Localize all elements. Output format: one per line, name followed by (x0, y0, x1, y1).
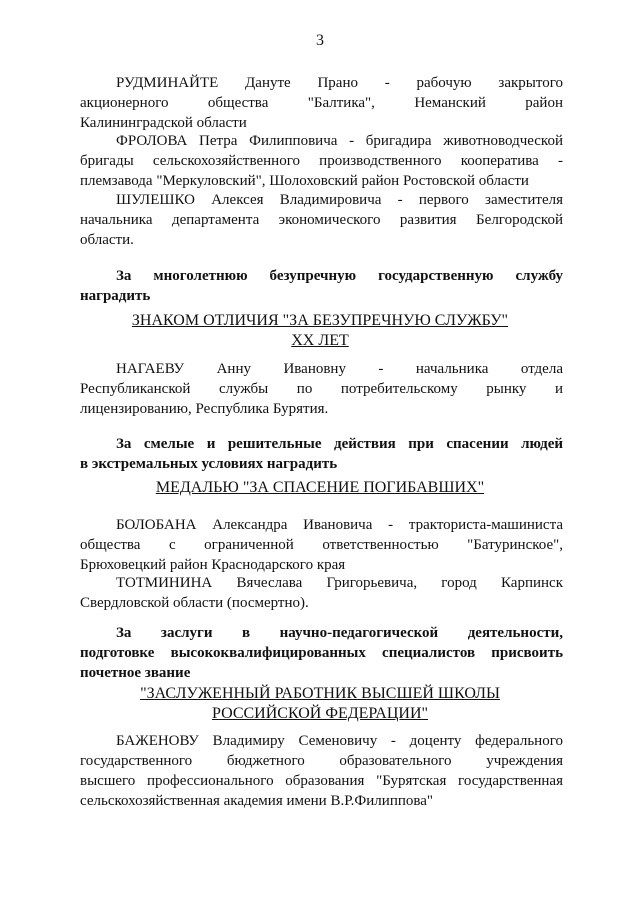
text-line: Калининградской области (80, 115, 247, 131)
text-line: бригады сельскохозяйственного производственного кооператива - (80, 153, 563, 169)
text-line: сельскохозяйственная академия имени В.Р.Филиппова" (80, 793, 434, 809)
text-line: За смелые и решительные действия при спасении людей (116, 436, 563, 452)
text-line: Брюховецкий район Краснодарского края (80, 557, 346, 573)
text-line: ТОТМИНИНА Вячеслава Григорьевича, город Карпинск (116, 575, 563, 591)
text-line: племзавода "Меркуловский", Шолоховский район Ростовской области (80, 173, 529, 189)
text-line: высшего профессионального образования "Бурятская государственная (80, 773, 563, 789)
award-title-line: XX ЛЕТ (291, 332, 349, 349)
award-title-honored-worker (60, 684, 580, 724)
award-entry-bazhenova (80, 731, 563, 811)
text-line: начальника департамента экономического развития Белгородской (80, 212, 563, 228)
award-entry-shuleshko (80, 190, 563, 250)
award-entry-nagaeva (80, 359, 563, 419)
award-title-rescue-medal (60, 478, 580, 498)
page-number: 3 (316, 32, 324, 49)
text-line: НАГАЕВУ Анну Ивановну - начальника отдела (116, 361, 563, 377)
award-entry-totminina (80, 573, 563, 613)
text-line: РУДМИНАЙТЕ Данутe Прано - рабочую закрытого (116, 75, 563, 91)
text-line: Свердловской области (посмертно). (80, 595, 309, 611)
section-heading-service (80, 266, 563, 306)
section-heading-education (80, 623, 563, 683)
text-line: подготовке высококвалифицированных специалистов присвоить (80, 645, 563, 661)
text-line: общества с ограниченной ответственностью "Батуринское", (80, 537, 563, 553)
award-title-line: РОССИЙСКОЙ ФЕДЕРАЦИИ" (211, 705, 429, 722)
award-title-line: МЕДАЛЬЮ "ЗА СПАСЕНИЕ ПОГИБАВШИХ" (155, 479, 485, 496)
award-title-line: ЗНАКОМ ОТЛИЧИЯ "ЗА БЕЗУПРЕЧНУЮ СЛУЖБУ" (131, 312, 509, 329)
text-line: ШУЛЕШКО Алексея Владимировича - первого заместителя (116, 192, 563, 208)
text-line: области. (80, 232, 134, 248)
section-heading-rescue (80, 434, 563, 474)
text-line: Республиканской службы по потребительскому рынку и (80, 381, 563, 397)
text-line: БОЛОБАНА Александра Ивановича - тракториста-машиниста (116, 517, 563, 533)
text-line: лицензированию, Республика Бурятия. (80, 401, 329, 417)
text-line: За заслуги в научно-педагогической деятельности, (116, 625, 563, 641)
text-line: наградить (80, 288, 151, 304)
award-entry-frolova (80, 131, 563, 191)
text-line: ФРОЛОВА Петра Филипповича - бригадира животноводческой (116, 133, 563, 149)
text-line: почетное звание (80, 665, 191, 681)
award-title-line: "ЗАСЛУЖЕННЫЙ РАБОТНИК ВЫСШЕЙ ШКОЛЫ (140, 685, 500, 702)
text-line: в экстремальных условиях наградить (80, 456, 338, 472)
award-title-impeccable-service (60, 311, 580, 351)
text-line: БАЖЕНОВУ Владимиру Семеновичу - доценту федерального (116, 733, 563, 749)
award-entry-bolobana (80, 515, 563, 575)
text-line: акционерного общества "Балтика", Неманский район (80, 95, 563, 111)
text-line: государственного бюджетного образовательного учреждения (80, 753, 563, 769)
award-entry-rudminaite (80, 73, 563, 133)
text-line: За многолетнюю безупречную государственную службу (116, 268, 563, 284)
